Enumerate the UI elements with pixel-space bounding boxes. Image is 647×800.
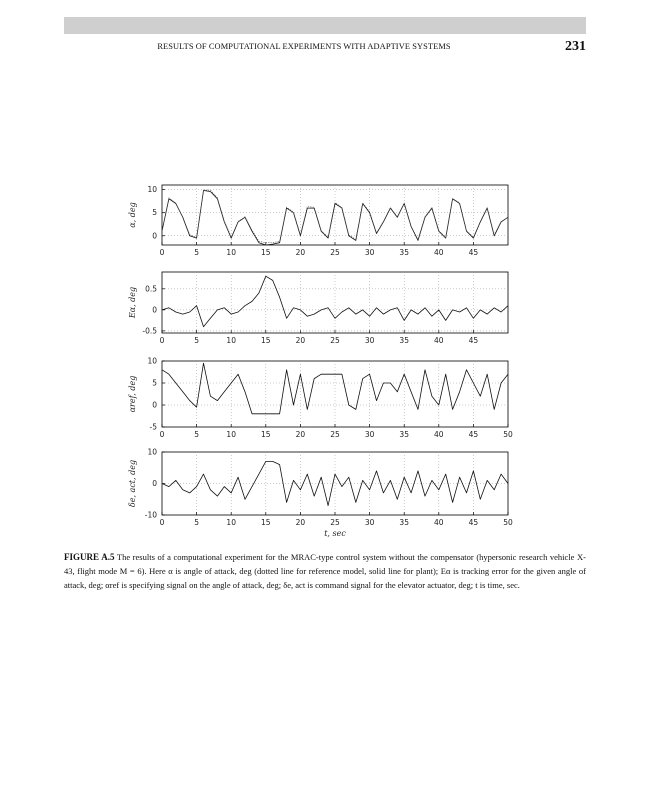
x-tick-label: 35 [399,518,409,527]
x-tick-label: 35 [399,336,409,345]
x-tick-label: 25 [330,248,340,257]
x-tick-label: 10 [226,336,236,345]
x-tick-label: 20 [295,430,306,439]
x-tick-label: 20 [295,248,306,257]
y-tick-label: -5 [149,422,157,432]
x-tick-label: 5 [194,430,199,439]
series-line [162,276,508,327]
x-tick-label: 40 [434,248,444,257]
y-tick-label: -0.5 [142,326,157,336]
y-axis-label: α, deg [128,202,137,228]
y-axis-label: αref, deg [128,375,137,413]
x-tick-label: 30 [364,248,375,257]
x-tick-label: 35 [399,248,409,257]
x-tick-label: 0 [159,518,165,527]
y-tick-label: 5 [152,208,157,218]
y-tick-label: 0 [152,400,157,410]
x-tick-label: 25 [330,518,340,527]
x-tick-label: 20 [295,518,306,527]
x-tick-label: 45 [468,336,479,345]
x-tick-label: 50 [503,430,513,439]
y-tick-label: 0 [152,305,157,315]
caption-text: The results of a computational experiment for the MRAC-type control system without the compensator (hypersonic research vehicle X-43, flight mode M = 6). Here α is angle of attack, deg (dotted line for reference model, solid line for plant); Eα is tracking error for the given angle of attack, deg; αref is specifying signal on the angle of attack, deg; δe, act is command signal for the elevator actuator, deg; t is time, sec. [64,552,586,590]
y-tick-label: 0 [152,479,157,488]
x-tick-label: 15 [261,518,271,527]
x-tick-label: 30 [364,336,375,345]
x-tick-label: 10 [226,518,236,527]
x-tick-label: 5 [194,248,199,257]
y-tick-label: 10 [147,356,157,366]
x-tick-label: 25 [330,336,340,345]
y-axis-label: δe, act, deg [128,459,137,508]
x-tick-label: 15 [261,248,271,257]
x-tick-label: 40 [434,518,444,527]
x-tick-label: 40 [434,336,444,345]
page-number: 231 [565,39,586,54]
x-tick-label: 0 [159,248,165,257]
x-tick-label: 15 [261,336,271,345]
y-axis-label: Eα, deg [128,286,137,319]
y-tick-label: 10 [147,185,157,195]
x-tick-label: 45 [468,518,479,527]
x-tick-label: 25 [330,430,340,439]
y-tick-label: 10 [147,447,157,457]
y-tick-label: 0 [152,231,157,241]
figure-caption [64,551,586,592]
x-tick-label: 5 [194,518,199,527]
running-title: RESULTS OF COMPUTATIONAL EXPERIMENTS WITH ADAPTIVE SYSTEMS [157,42,451,51]
x-tick-label: 50 [503,518,513,527]
x-tick-label: 45 [468,248,479,257]
x-tick-label: 15 [261,430,271,439]
x-axis-label: t, sec [324,529,346,538]
x-tick-label: 10 [226,430,236,439]
x-tick-label: 0 [159,336,165,345]
x-tick-label: 35 [399,430,409,439]
y-tick-label: 0.5 [145,284,157,294]
x-tick-label: 40 [434,430,444,439]
x-tick-label: 45 [468,430,479,439]
x-tick-label: 5 [194,336,199,345]
x-tick-label: 30 [364,518,375,527]
y-tick-label: 5 [152,378,157,388]
x-tick-label: 10 [226,248,236,257]
x-tick-label: 30 [364,430,375,439]
caption-lead: FIGURE A.5 [64,552,115,562]
x-tick-label: 20 [295,336,306,345]
x-tick-label: 0 [159,430,165,439]
y-tick-label: -10 [144,510,157,520]
